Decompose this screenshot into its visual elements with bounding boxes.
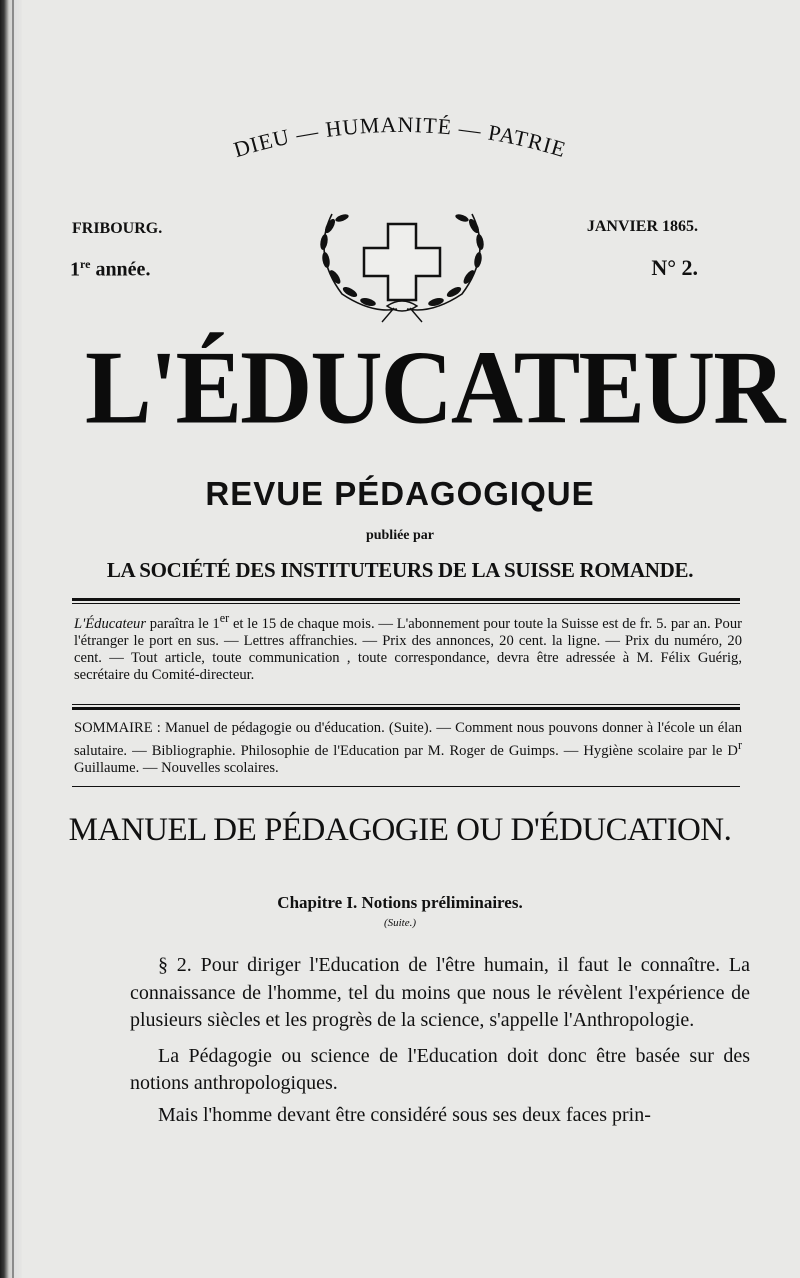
- rule-top-thin: [72, 603, 740, 604]
- notice-italic-title: L'Éducateur: [74, 615, 147, 632]
- table-of-contents: [74, 720, 742, 777]
- summary-text-b: Guillaume. — Nouvelles scolaires.: [74, 759, 279, 776]
- year-word: année.: [95, 258, 151, 281]
- chapter-heading: Chapitre I. Notions préliminaires.: [277, 893, 523, 912]
- journal-page: [30, 0, 784, 1278]
- issue-number: N° 2.: [651, 255, 698, 280]
- motto-text: DIEU — HUMANITÉ — PATRIE: [230, 111, 570, 163]
- notice-text-b: et le 15 de chaque mois. — L'abonnement pour toute la Suisse est de fr. 5. par an. Pour l'étranger le port en sus. — Lettres affranchies. — Prix des annonces, 20 cent. la ligne. — Prix du numéro, 20 cent. — Tout article, toute communication , toute correspondance, devra être adressée à M. Félix Guérig, secrétaire du Comité-directeur.: [74, 615, 742, 683]
- subscription-notice: [74, 610, 742, 684]
- motto-arc: [140, 96, 660, 186]
- summary-text-a: SOMMAIRE : Manuel de pédagogie ou d'éducation. (Suite). — Comment nous pouvons donner à l'école un élan salutaire. — Bibliographie. Philosophie de l'Education par M. Roger de Guimps. — Hygiène scolaire par le D: [74, 720, 742, 759]
- notice-text-a: paraîtra le 1: [146, 615, 220, 632]
- published-by: publiée par: [365, 528, 435, 543]
- swiss-cross-laurel-emblem: [302, 184, 502, 324]
- body-paragraph-3: Mais l'homme devant être considéré sous ses deux faces prin-: [158, 1103, 651, 1126]
- city-label: FRIBOURG.: [72, 220, 163, 237]
- book-spine-shadow: [0, 0, 22, 1278]
- continued-note: (Suite.): [383, 917, 417, 929]
- body-paragraph-1: § 2. Pour diriger l'Education de l'être humain, il faut le connaître. La connaissance de l'homme, tel du moins que nous le révèlent l'expérience de plusieurs siècles et les progrès de la science, s'appelle l'Anthropologie.: [130, 954, 750, 1031]
- masthead-subtitle: REVUE PÉDAGOGIQUE: [205, 475, 595, 512]
- body-paragraph-2: La Pédagogie ou science de l'Education doit donc être basée sur des notions anthropologiques.: [130, 1044, 750, 1094]
- year-ordinal: re: [80, 257, 91, 271]
- notice-sup: er: [219, 611, 230, 625]
- rule-top-thick: [72, 598, 740, 601]
- rule-mid-thick: [72, 707, 740, 710]
- article-title: MANUEL DE PÉDAGOGIE OU D'ÉDUCATION.: [68, 812, 732, 848]
- society-name: LA SOCIÉTÉ DES INSTITUTEURS DE LA SUISSE ROMANDE.: [106, 558, 694, 582]
- svg-text:DIEU — HUMANITÉ — PATRIE: [231, 112, 570, 162]
- masthead-title: L'ÉDUCATEUR: [85, 329, 784, 446]
- summary-sup: r: [737, 738, 742, 752]
- issue-date: JANVIER 1865.: [586, 218, 698, 235]
- year-number: 1: [70, 258, 80, 281]
- issue-year: [70, 257, 150, 282]
- rule-bottom-thin: [72, 786, 740, 787]
- rule-mid-thin: [72, 704, 740, 705]
- spine-edge: [12, 0, 14, 1278]
- article-body: [130, 952, 750, 1129]
